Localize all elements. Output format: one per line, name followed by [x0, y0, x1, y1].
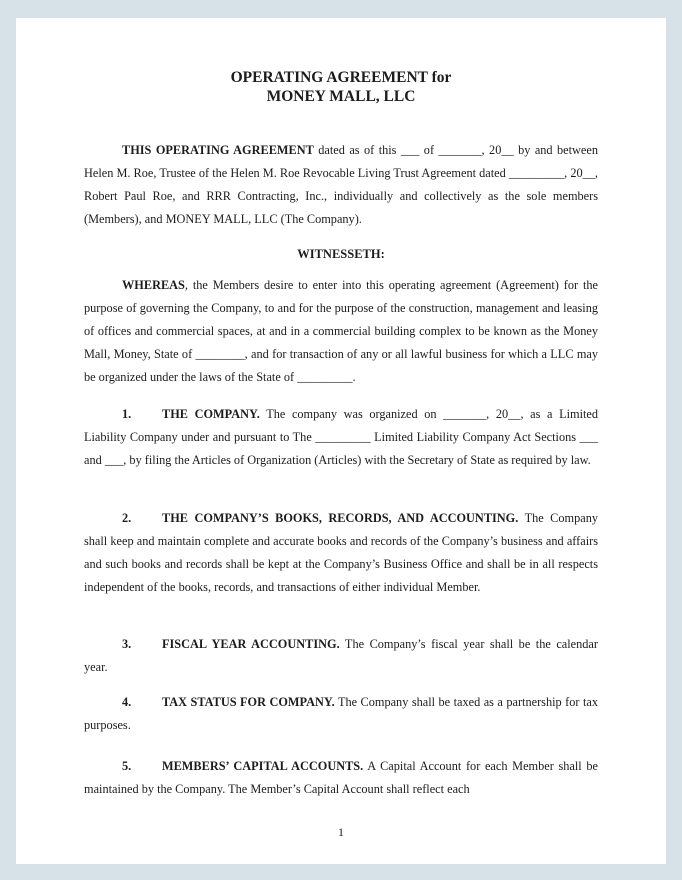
section-heading: THE COMPANY’S BOOKS, RECORDS, AND ACCOUNTING. — [162, 511, 519, 525]
section-heading: THE COMPANY. — [162, 407, 260, 421]
section-number: 4. — [122, 695, 132, 709]
section-text: The Company’s fiscal year shall be the calendar year. — [84, 637, 598, 674]
section-text: The Company shall keep and maintain complete and accurate books and records of the Company’s business and affairs and such books and records shall be kept at the Company’s Business Office and shall be in all respects independent of the books, records, and transactions of either individual Member. — [84, 511, 598, 594]
section-2 — [84, 507, 598, 599]
document-title-line2: MONEY MALL, LLC — [266, 88, 416, 105]
whereas-lead: WHEREAS — [122, 278, 185, 292]
page-number: 1 — [338, 825, 344, 839]
whereas-text: , the Members desire to enter into this operating agreement (Agreement) for the purpose of governing the Company, to and for the purpose of the construction, management and leasing of offices and commercial spaces, at and in a commercial building complex to be known as the Money Mall, Money, State of ________, and for transaction of any or all lawful business for which a LLC may be organized under the laws of the State of _________. — [84, 278, 598, 384]
intro-lead: THIS OPERATING AGREEMENT — [122, 143, 314, 157]
intro-paragraph — [84, 139, 598, 231]
section-text: The company was organized on _______, 20__, as a Limited Liability Company under and pursuant to The _________ Limited Liability Company Act Sections ___ and ___, by filing the Articles of Organization (Articles) with the Secretary of State as required by law. — [84, 407, 599, 467]
section-1 — [84, 403, 598, 472]
document-title-line1: OPERATING AGREEMENT for — [230, 69, 452, 86]
document-page — [16, 18, 666, 864]
section-number: 1. — [122, 407, 132, 421]
section-text: The Company shall be taxed as a partnership for tax purposes. — [84, 695, 598, 732]
section-number: 2. — [122, 511, 132, 525]
section-heading: FISCAL YEAR ACCOUNTING. — [162, 637, 340, 651]
section-text: A Capital Account for each Member shall be maintained by the Company. The Member’s Capital Account shall reflect each — [84, 759, 598, 796]
intro-text: dated as of this ___ of _______, 20__ by and between Helen M. Roe, Trustee of the Helen M. Roe Revocable Living Trust Agreement dated _________, 20__, Robert Paul Roe, and RRR Contracting, Inc., individually and collectively as the sole members (Members), and MONEY MALL, LLC (The Company). — [84, 143, 598, 226]
section-number: 3. — [122, 637, 132, 651]
section-number: 5. — [122, 759, 132, 773]
section-4 — [84, 691, 598, 737]
section-heading: TAX STATUS FOR COMPANY. — [162, 695, 335, 709]
witnesseth-heading: WITNESSETH: — [297, 247, 385, 261]
section-5 — [84, 755, 598, 801]
section-3 — [84, 633, 598, 679]
whereas-paragraph — [84, 274, 598, 389]
section-heading: MEMBERS’ CAPITAL ACCOUNTS. — [162, 759, 364, 773]
